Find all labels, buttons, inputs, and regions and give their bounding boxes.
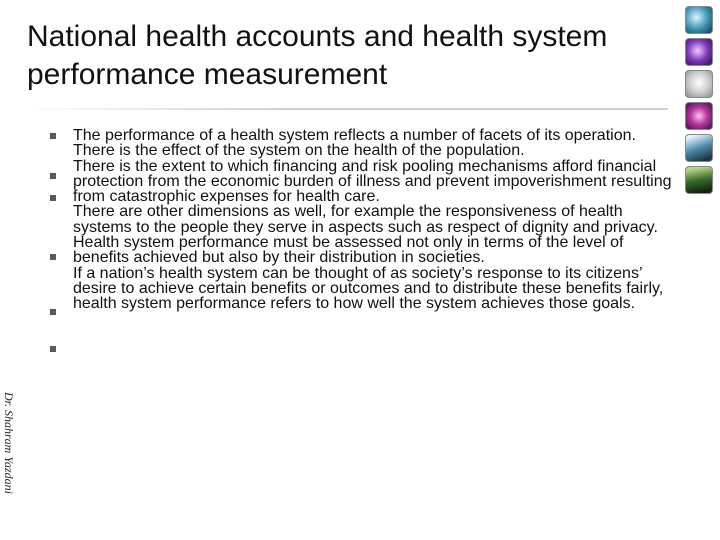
bullet-list bbox=[73, 128, 673, 312]
bullet-marker bbox=[50, 346, 56, 352]
bullet-item: The performance of a health system reflects a number of facets of its operation. bbox=[73, 127, 636, 144]
plant-icon bbox=[685, 166, 713, 194]
molecule-icon bbox=[685, 38, 713, 66]
bullet-marker bbox=[50, 309, 56, 315]
globe-icon bbox=[685, 6, 713, 34]
flower-icon bbox=[685, 102, 713, 130]
bullet-item: If a nation’s health system can be thought of as society’s response to its citizens’ desire to achieve certain benefits or outcomes and to distribute these benefits fairly, health system performance refers to how well the system achieves those goals. bbox=[73, 264, 664, 313]
bullet-marker bbox=[50, 173, 56, 179]
author-credit bbox=[2, 392, 16, 537]
bullet-item: There is the effect of the system on the health of the population. bbox=[73, 142, 525, 160]
bullet-marker bbox=[50, 195, 56, 201]
decorative-thumbnail-strip bbox=[683, 6, 713, 198]
bullet-item: Health system performance must be assessed not only in terms of the level of benefits achieved but also by their distribution in societies. bbox=[73, 234, 624, 267]
bullet-item: There is the extent to which financing and risk pooling mechanisms afford financial protection from the economic burden of illness and prevent impoverishment resulting from catastrophic expenses for health care. bbox=[73, 157, 672, 206]
bullet-marker bbox=[50, 133, 56, 139]
cell-icon bbox=[685, 70, 713, 98]
title-divider bbox=[24, 108, 668, 110]
water-icon bbox=[685, 134, 713, 162]
bullet-marker bbox=[50, 254, 56, 260]
author-name: Dr. Shahram Yazdani bbox=[2, 392, 16, 494]
slide-title: National health accounts and health system performance measurement bbox=[27, 20, 608, 91]
bullet-item: There are other dimensions as well, for example the responsiveness of health systems to the people they serve in aspects such as respect of dignity and privacy. bbox=[73, 203, 658, 236]
